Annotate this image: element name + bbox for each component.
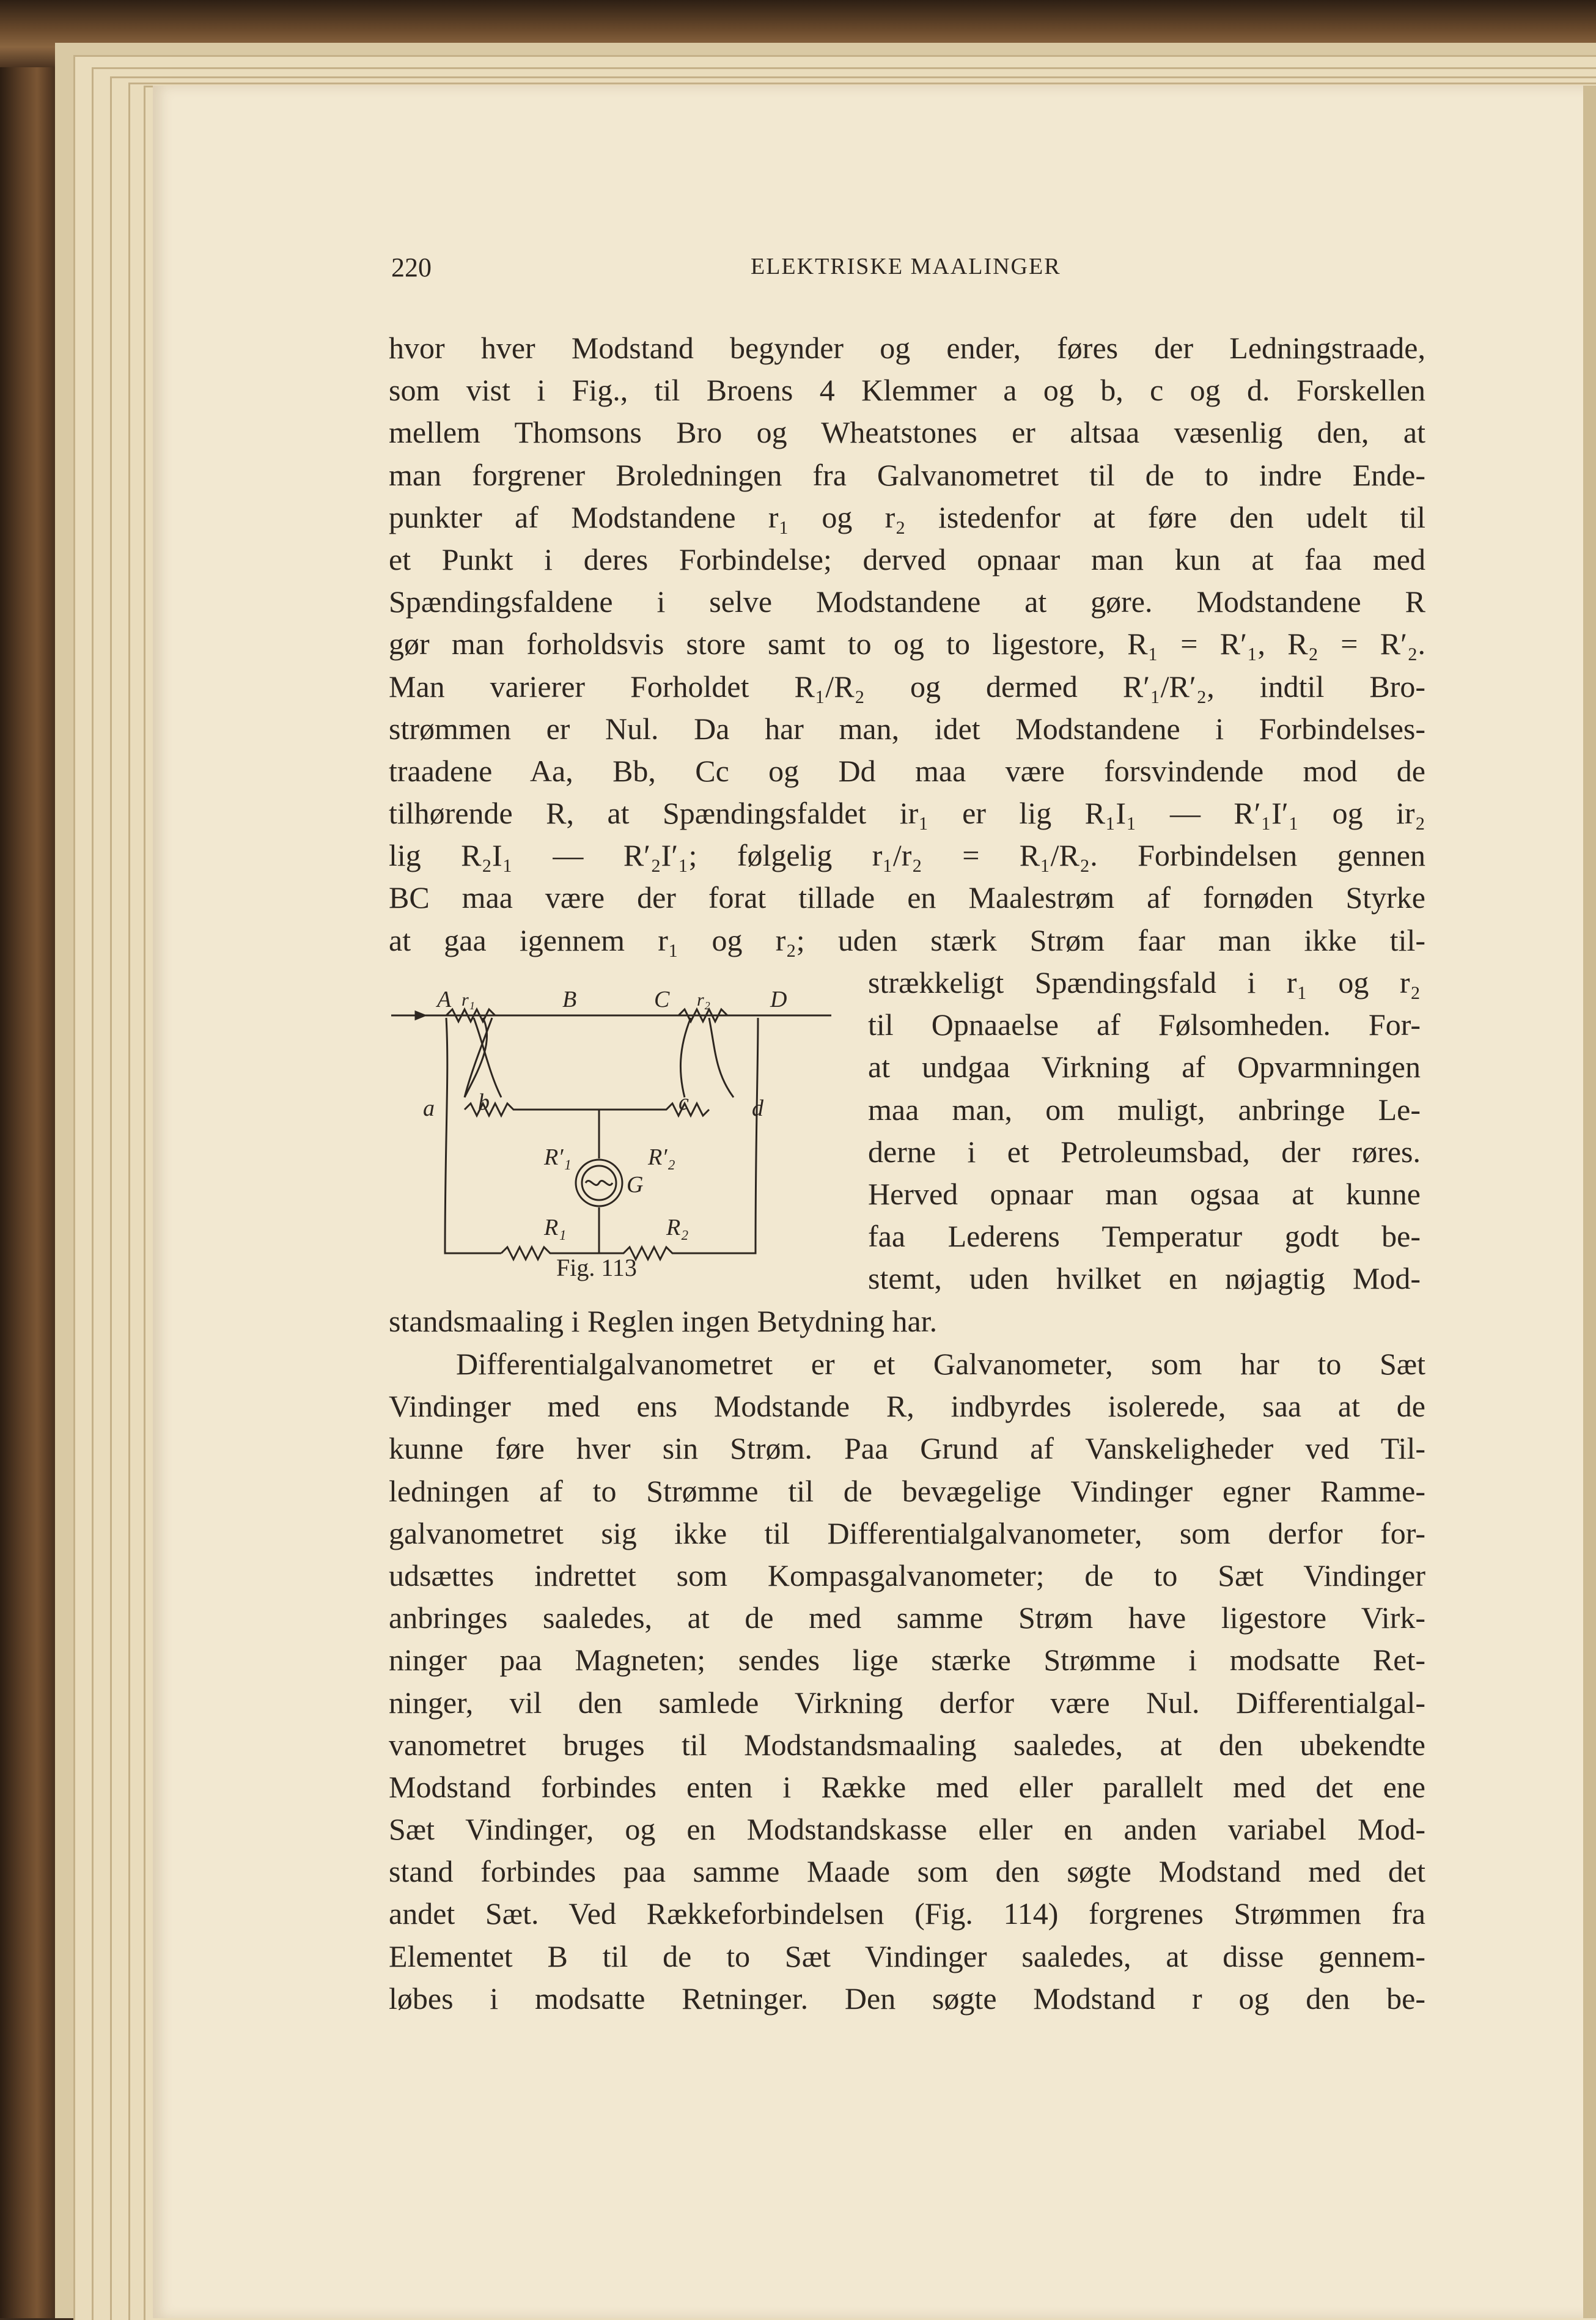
text-line: mellem Thomsons Bro og Wheatstones er altsaa væsenlig den, at (389, 415, 1425, 450)
text-line: strømmen er Nul. Da har man, idet Modstandene i Forbindelses- (389, 711, 1425, 746)
label-b: b (478, 1089, 490, 1115)
page-number: 220 (391, 252, 432, 282)
text-line: BC maa være der forat tillade en Maalestrøm af fornøden Styrke (389, 880, 1425, 915)
text-line: man forgrener Broledningen fra Galvanometret til de to indre Ende- (389, 457, 1425, 492)
text-line: ninger paa Magneten; sendes lige stærke Strømme i modsatte Ret- (389, 1643, 1425, 1677)
label-r1: r₁ (462, 990, 476, 1010)
text-line: standsmaaling i Reglen ingen Betydning har. (389, 1304, 938, 1338)
figure-caption: Fig. 113 (556, 1254, 637, 1281)
text-line: Spændingsfaldene i selve Modstandene at gøre. Modstandene R (389, 584, 1425, 619)
text-line: Sæt Vindinger, og en Modstandskasse eller en anden variabel Mod- (389, 1812, 1425, 1847)
text-line: Differentialgalvanometret er et Galvanometer, som har to Sæt (456, 1347, 1425, 1381)
label-d: d (752, 1096, 763, 1121)
text-line: Man varierer Forholdet R₁/R₂ og dermed R′₁/R′₂, indtil Bro- (389, 669, 1425, 704)
text-line: ledningen af to Strømme til de bevægelige Vindinger egner Ramme- (389, 1473, 1425, 1508)
text-line: traadene Aa, Bb, Cc og Dd maa være forsvindende mod de (389, 753, 1425, 788)
paragraph-1 (389, 327, 1425, 962)
text-line: maa man, om muligt, anbringe Le- (868, 1092, 1421, 1127)
text-line: punkter af Modstandene r₁ og r₂ istedenfor at føre den udelt til (389, 499, 1425, 534)
label-R1p: R′₁ (544, 1144, 572, 1170)
text-line: udsættes indrettet som Kompasgalvanometer; de to Sæt Vindinger (389, 1558, 1425, 1593)
text-line: stand forbindes paa samme Maade som den søgte Modstand med det (389, 1854, 1425, 1889)
text-line: faa Lederens Temperatur godt be- (868, 1219, 1421, 1254)
text-line: til Opnaaelse af Følsomheden. For- (868, 1007, 1421, 1042)
paragraph-2 (389, 1343, 1425, 2020)
text-line: anbringes saaledes, at de med samme Strøm have ligestore Virk- (389, 1600, 1425, 1635)
label-C: C (654, 987, 670, 1012)
text-line: strækkeligt Spændingsfald i r₁ og r₂ (868, 965, 1421, 1000)
wire-Cc (680, 1018, 691, 1097)
label-B: B (562, 987, 577, 1012)
resistor-R2p (599, 1103, 709, 1116)
text-line: Modstand forbindes enten i Række med eller parallelt med det ene (389, 1769, 1425, 1804)
text-line: kunne føre hver sin Strøm. Paa Grund af Vanskeligheder ved Til- (389, 1431, 1425, 1466)
text-line: tilhørende R, at Spændingsfaldet ir₁ er lig R₁I₁ — R′₁I′₁ og ir₂ (389, 796, 1425, 831)
text-line: at undgaa Virkning af Opvarmningen (868, 1050, 1421, 1085)
wire-Aa (445, 1018, 501, 1253)
text-line: at gaa igennem r₁ og r₂; uden stærk Strøm faar man ikke til- (389, 922, 1425, 957)
line-after-figure (389, 1300, 1425, 1342)
label-r2: r₂ (697, 990, 711, 1010)
label-R2p: R′₂ (648, 1144, 675, 1170)
text-line: hvor hver Modstand begynder og ender, føres der Ledningstraade, (389, 331, 1425, 365)
text-line: som vist i Fig., til Broens 4 Klemmer a og b, c og d. Forskellen (389, 373, 1425, 408)
text-line: derne i et Petroleumsbad, der røres. (868, 1134, 1421, 1169)
label-a: a (423, 1096, 435, 1121)
wrapped-text-beside-figure (868, 962, 1421, 1300)
text-line: Elementet B til de to Sæt Vindinger saaledes, at disse gennem- (389, 1939, 1425, 1973)
page-header (391, 252, 1473, 295)
text-line: stemt, uden hvilket en nøjagtig Mod- (868, 1261, 1421, 1296)
text-line: Herved opnaar man ogsaa at kunne (868, 1176, 1421, 1211)
running-title: ELEKTRISKE MAALINGER (751, 254, 1061, 279)
text-line: vanometret bruges til Modstandsmaaling saaledes, at den ubekendte (389, 1727, 1425, 1762)
text-line: gør man forholdsvis store samt to og to ligestore, R₁ = R′₁, R₂ = R′₂. (389, 627, 1425, 661)
page-right-edge (1583, 86, 1596, 2318)
label-R2: R₂ (666, 1215, 689, 1240)
label-G: G (627, 1172, 644, 1198)
label-c: c (678, 1089, 689, 1115)
figure-113-thomson-bridge-diagram (391, 981, 844, 1299)
text-line: lig R₂I₁ — R′₂I′₁; følgelig r₁/r₂ = R₁/R₂. Forbindelsen gennen (389, 838, 1425, 873)
text-line: løbes i modsatte Retninger. Den søgte Modstand r og den be- (389, 1981, 1425, 2016)
label-R1: R₁ (544, 1215, 567, 1240)
text-line: et Punkt i deres Forbindelse; derved opnaar man kun at faa med (389, 542, 1425, 576)
text-line: andet Sæt. Ved Rækkeforbindelsen (Fig. 114) forgrenes Strømmen fra (389, 1896, 1425, 1931)
label-D: D (770, 987, 787, 1012)
wire-Dd (685, 1018, 758, 1253)
text-line: Vindinger med ens Modstande R, indbyrdes isolerede, saa at de (389, 1389, 1425, 1424)
text-line: galvanometret sig ikke til Differentialgalvanometer, som derfor for- (389, 1515, 1425, 1550)
text-line: ninger, vil den samlede Virkning derfor være Nul. Differentialgal- (389, 1685, 1425, 1720)
label-A: A (437, 987, 452, 1012)
